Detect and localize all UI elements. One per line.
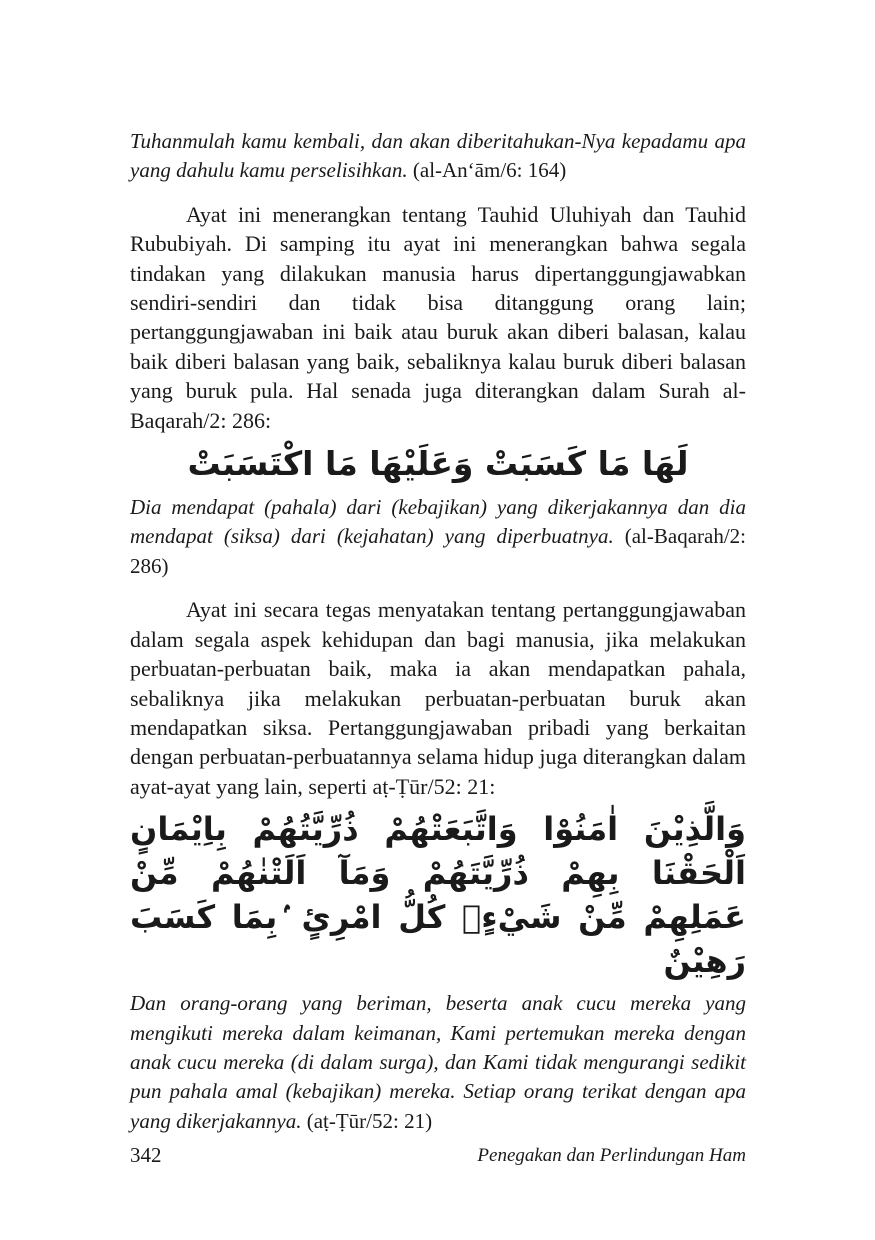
page-footer (130, 1143, 746, 1173)
verse-2-translation (130, 989, 746, 1136)
paragraph-2: Ayat ini secara tegas menyatakan tentang pertanggungjawaban dalam segala aspek kehidupan dan bagi manusia, jika melakukan perbuatan-perbuatan baik, maka ia akan mendapatkan pahala, sebaliknya jika melakukan perbuatan-perbuatan buruk akan mendapatkan siksa. Pertanggungjawaban pribadi yang berkaitan dengan perbuatan-perbuatannya selama hidup juga diterangkan dalam ayat-ayat yang lain, seperti aṭ-Ṭūr/52: 21: (130, 597, 746, 799)
intro-translation (130, 127, 746, 186)
verse-2-translation-text: Dan orang-orang yang beriman, beserta anak cucu mereka yang mengikuti mereka dalam keimanan, Kami pertemukan mereka dengan anak cucu mereka (di dalam surga), dan Kami tidak mengurangi sedikit pun pahala amal (kebajikan) mereka. Setiap orang terikat dengan apa yang dikerjakannya. (130, 991, 746, 1133)
verse-1-translation (130, 493, 746, 581)
intro-translation-ref: (al-An‘ām/6: 164) (412, 158, 567, 183)
verse-1-ref: (al-Baqarah/2: 286) (130, 524, 747, 578)
verse-1-arabic: لَهَا مَا كَسَبَتْ وَعَلَيْهَا مَا اكْتَسَبَتْ (187, 444, 689, 484)
page-number: 342 (130, 1143, 162, 1167)
paragraph-1: Ayat ini menerangkan tentang Tauhid Uluhiyah dan Tauhid Rububiyah. Di samping itu ayat ini menerangkan bahwa segala tindakan yang dilakukan manusia harus dipertanggungjawabkan sendiri-sendiri dan tidak bisa ditanggung orang lain; pertanggungjawaban ini baik atau buruk akan diberi balasan, kalau baik diberi balasan yang baik, sebaliknya kalau buruk diberi balasan yang buruk pula. Hal senada juga diterangkan dalam Surah al-Baqarah/2: 286: (130, 201, 746, 433)
verse-2-arabic: وَالَّذِيْنَ اٰمَنُوْا وَاتَّبَعَتْهُمْ ذُرِّيَّتُهُمْ بِاِيْمَانٍ اَلْحَقْنَا بِهِمْ ذُرِّيَّتَهُمْ وَمَآ اَلَتْنٰهُمْ مِّنْ عَمَلِهِمْ مِّنْ شَيْءٍۗ كُلُّ امْرِئٍ ۢبِمَا كَسَبَ رَهِيْنٌ (130, 810, 746, 981)
verse-2-ref: (aṭ-Ṭūr/52: 21) (306, 1108, 433, 1133)
intro-translation-text: Tuhanmulah kamu kembali, dan akan diberitahukan-Nya kepadamu apa yang dahulu kamu perselisihkan. (130, 129, 746, 183)
verse-1-translation-text: Dia mendapat (pahala) dari (kebajikan) yang dikerjakannya dan dia mendapat (siksa) dari (kejahatan) yang diperbuatnya. (130, 495, 746, 549)
running-title: Penegakan dan Perlindungan Ham (477, 1145, 746, 1166)
page-body (130, 127, 746, 1136)
